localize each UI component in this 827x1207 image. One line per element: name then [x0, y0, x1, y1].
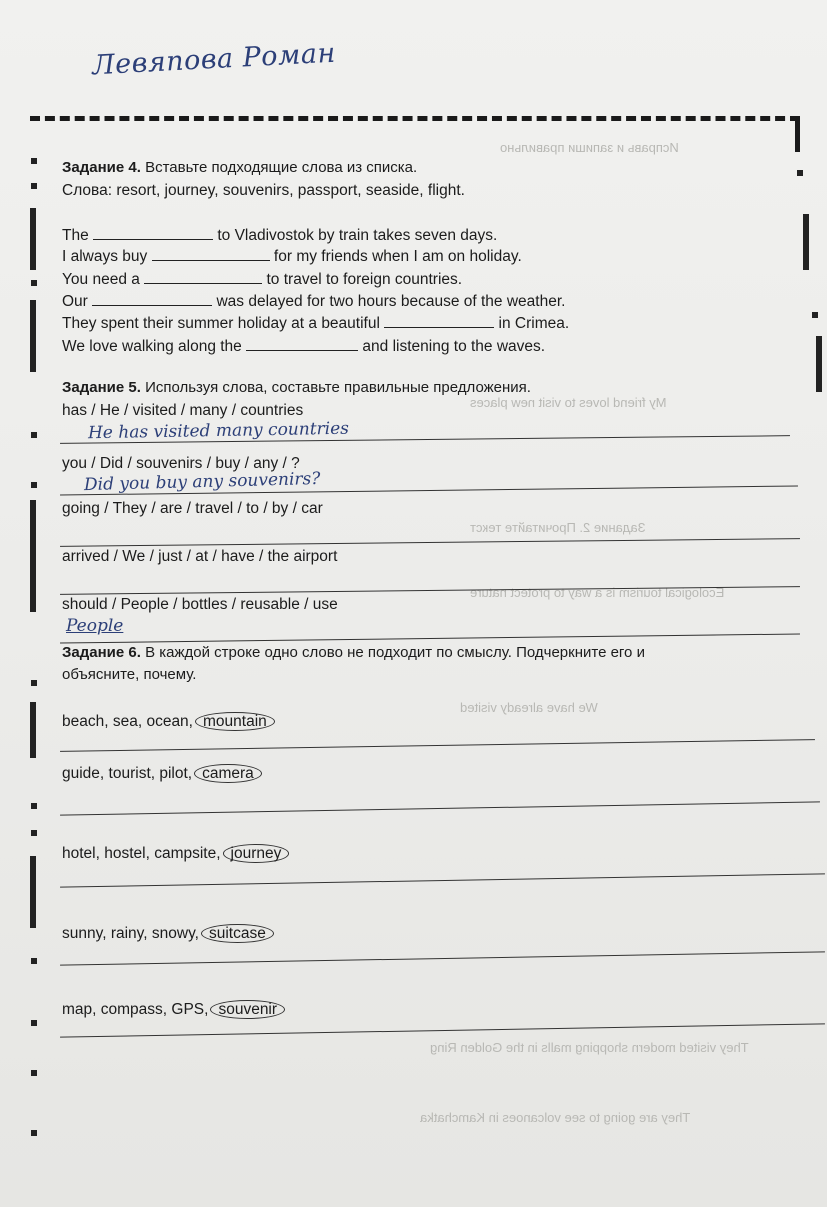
task5-number: Задание 5.	[62, 379, 141, 396]
task5-prompt-3: going / They / are / travel / to / by / car	[62, 500, 323, 517]
task5-answer-5[interactable]: People	[66, 616, 124, 636]
answer-line	[60, 801, 820, 815]
bleed-through-text: We have already visited	[460, 700, 598, 715]
margin-mark	[30, 500, 36, 612]
sentence-start: Our	[62, 293, 88, 310]
sentence-end: to travel to foreign countries.	[266, 271, 463, 288]
answer-line	[60, 951, 825, 965]
task4-sentence-2	[62, 248, 522, 266]
margin-mark	[31, 1130, 37, 1136]
sentence-start: You need a	[62, 271, 140, 288]
margin-mark	[31, 958, 37, 964]
task4-sentence-3	[62, 271, 462, 289]
sentence-end: for my friends when I am on holiday.	[273, 248, 522, 265]
margin-mark	[31, 680, 37, 686]
bleed-through-text: Задание 2. Прочитайте текст	[470, 520, 646, 535]
margin-mark	[31, 830, 37, 836]
margin-mark	[31, 432, 37, 438]
sentence-end: to Vladivostok by train takes seven days.	[217, 227, 498, 244]
task5-prompt-2: you / Did / souvenirs / buy / any / ?	[62, 455, 300, 472]
bleed-through-text: Исправь и запиши правильно	[500, 140, 679, 155]
task5-answer-2[interactable]: Did you buy any souvenirs?	[83, 468, 321, 496]
sentence-start: We love walking along the	[62, 338, 242, 355]
task6-title: В каждой строке одно слово не подходит по смыслу. Подчеркните его и	[145, 644, 645, 661]
answer-blank[interactable]	[93, 238, 213, 240]
task4-sentence-5	[62, 315, 569, 333]
margin-mark	[797, 170, 803, 176]
word-list: sunny, rainy, snowy,	[62, 925, 199, 942]
answer-blank[interactable]	[92, 304, 212, 306]
answer-line	[60, 739, 815, 752]
answer-blank[interactable]	[384, 326, 494, 328]
task5-heading	[62, 379, 531, 396]
circled-odd-word[interactable]: souvenir	[210, 1000, 285, 1019]
task6-title-line2: объясните, почему.	[62, 666, 197, 683]
student-signature: Левяпова Роман	[91, 37, 337, 82]
bleed-through-text: They visited modern shopping malls in the Golden Ring	[430, 1040, 749, 1055]
sentence-end: and listening to the waves.	[362, 338, 546, 355]
word-list: hotel, hostel, campsite,	[62, 845, 221, 862]
task4-title: Вставьте подходящие слова из списка.	[145, 159, 418, 176]
sentence-start: I always buy	[62, 248, 148, 265]
word-list: beach, sea, ocean,	[62, 713, 193, 730]
answer-line	[60, 538, 800, 547]
circled-odd-word[interactable]: suitcase	[201, 924, 274, 943]
task6-row-5	[62, 1000, 285, 1019]
answer-line	[60, 1023, 825, 1037]
bleed-through-text: They are going to see volcanoes in Kamchatka	[420, 1110, 691, 1125]
task6-heading	[62, 644, 645, 661]
margin-mark	[31, 1020, 37, 1026]
task6-number: Задание 6.	[62, 644, 141, 661]
bleed-through-text: My friend loves to visit new places	[470, 395, 667, 410]
task4-word-list: Слова: resort, journey, souvenirs, passport, seaside, flight.	[62, 182, 465, 199]
margin-mark	[30, 208, 36, 270]
margin-mark	[30, 702, 36, 758]
task4-sentence-1	[62, 227, 497, 245]
task6-row-3	[62, 844, 289, 863]
task5-answer-1[interactable]: He has visited many countries	[87, 418, 350, 444]
circled-odd-word[interactable]: camera	[194, 764, 262, 783]
frame-top-border	[30, 116, 800, 131]
sentence-start: The	[62, 227, 89, 244]
margin-mark	[30, 856, 36, 928]
margin-mark	[31, 183, 37, 189]
task4-sentence-6	[62, 338, 545, 356]
margin-mark	[803, 214, 809, 270]
frame-corner	[795, 116, 800, 152]
margin-mark	[30, 300, 36, 372]
circled-odd-word[interactable]: journey	[223, 844, 290, 863]
word-list: map, compass, GPS,	[62, 1001, 209, 1018]
margin-mark	[31, 158, 37, 164]
task4-heading	[62, 159, 417, 176]
margin-mark	[31, 803, 37, 809]
margin-mark	[31, 1070, 37, 1076]
task6-row-2	[62, 764, 262, 783]
answer-line	[60, 873, 825, 887]
margin-mark	[816, 336, 822, 392]
task5-title: Используя слова, составьте правильные предложения.	[145, 379, 531, 396]
answer-blank[interactable]	[246, 349, 358, 351]
bleed-through-text: Ecological tourism is a way to protect nature	[470, 585, 725, 600]
task6-row-4	[62, 924, 274, 943]
task4-sentence-4	[62, 293, 565, 311]
task5-prompt-1: has / He / visited / many / countries	[62, 402, 304, 419]
margin-mark	[812, 312, 818, 318]
circled-odd-word[interactable]: mountain	[195, 712, 275, 731]
task6-row-1	[62, 712, 275, 731]
margin-mark	[31, 280, 37, 286]
margin-mark	[31, 482, 37, 488]
word-list: guide, tourist, pilot,	[62, 765, 193, 782]
answer-line	[60, 633, 800, 643]
sentence-end: was delayed for two hours because of the weather.	[216, 293, 566, 310]
sentence-start: They spent their summer holiday at a beautiful	[62, 315, 380, 332]
answer-blank[interactable]	[144, 282, 262, 284]
answer-blank[interactable]	[152, 259, 270, 261]
task5-prompt-5: should / People / bottles / reusable / use	[62, 596, 338, 613]
sentence-end: in Crimea.	[498, 315, 570, 332]
task4-number: Задание 4.	[62, 159, 141, 176]
task5-prompt-4: arrived / We / just / at / have / the airport	[62, 548, 338, 565]
